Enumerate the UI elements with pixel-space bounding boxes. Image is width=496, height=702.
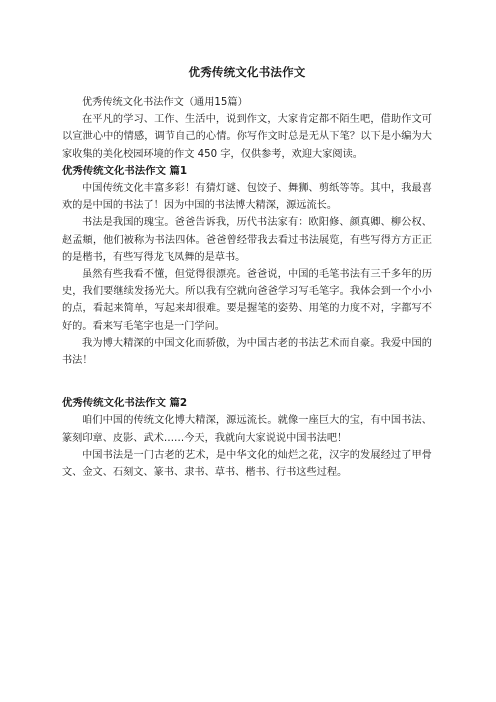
document-subtitle: 优秀传统文化书法作文（通用15篇） (82, 97, 248, 108)
section-paragraph: 中国书法是一门古老的艺术，是中华文化的灿烂之花，汉字的发展经过了甲骨文、金文、石刻文、篆书、隶书、草书、楷书、行书这些过程。 (62, 449, 432, 479)
intro-paragraph: 在平凡的学习、工作、生活中，说到作文，大家肯定都不陌生吧，借助作文可以宣泄心中的情感，调节自己的心情。你写作文时总是无从下笔？以下是小编为大家收集的美化校园环境的作文 450 字，仅供参考，欢迎大家阅读。 (62, 114, 432, 160)
section-heading: 优秀传统文化书法作文 篇2 (62, 397, 188, 410)
section-heading: 优秀传统文化书法作文 篇1 (62, 164, 188, 177)
document-page (62, 64, 432, 481)
section-spacer (62, 369, 432, 395)
section-paragraph: 书法是我国的瑰宝。爸爸告诉我，历代书法家有：欧阳修、颜真卿、柳公权、赵孟頫，他们被称为书法四体。爸爸曾经带我去看过书法展览，有些写得方方正正的是楷书，有些写得龙飞凤舞的是草书。 (62, 217, 432, 263)
section-2 (62, 395, 432, 481)
document-title: 优秀传统文化书法作文 (188, 65, 306, 79)
section-1 (62, 163, 432, 369)
section-paragraph: 中国传统文化丰富多彩！有猜灯谜、包饺子、舞狮、剪纸等等。其中，我最喜欢的是中国的书法了！因为中国的书法博大精深，源远流长。 (62, 183, 432, 212)
section-paragraph: 咱们中国的传统文化博大精深，源远流长。就像一座巨大的宝，有中国书法、篆刻印章、皮影、武术……今天，我就向大家说说中国书法吧！ (62, 415, 432, 444)
section-paragraph: 虽然有些我看不懂，但觉得很漂亮。爸爸说，中国的毛笔书法有三千多年的历史，我们要继续发扬光大。所以我有空就向爸爸学习写毛笔字。我体会到一个小小的点，看起来简单，写起来却很难。要是握笔的姿势、用笔的力度不对，字都写不好的。看来写毛笔字也是一门学问。 (62, 269, 432, 332)
section-paragraph: 我为博大精深的中国文化而骄傲，为中国古老的书法艺术而自豪。我爱中国的书法！ (62, 337, 432, 367)
